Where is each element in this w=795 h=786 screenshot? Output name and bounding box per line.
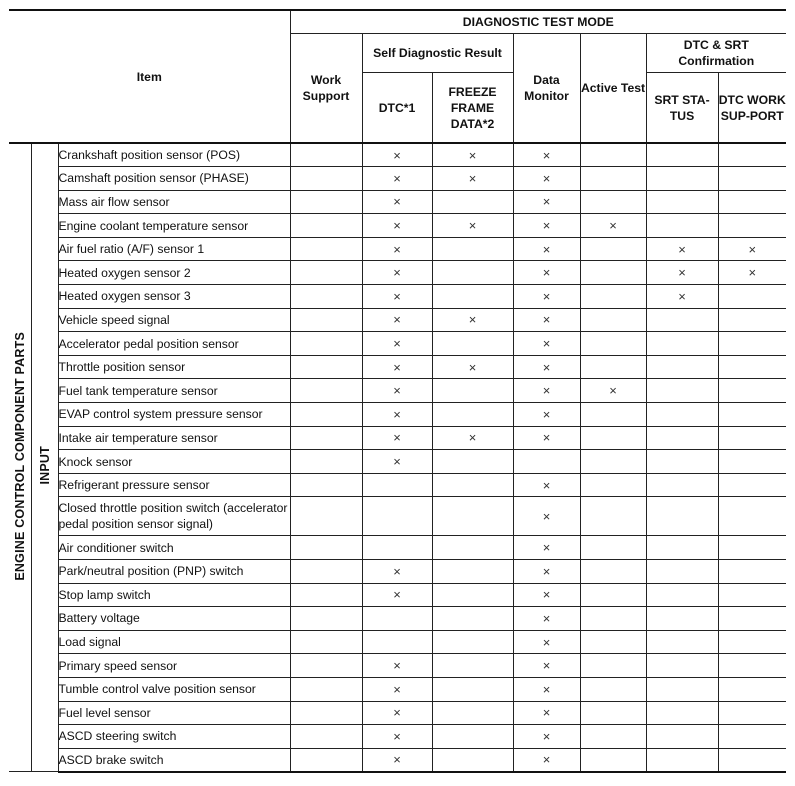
dtc-mark-cell: × [362, 237, 432, 261]
table-header [9, 10, 786, 143]
item-name-cell: Load signal [58, 630, 290, 654]
srt-status-mark-cell [646, 701, 718, 725]
work-support-mark-cell [290, 332, 362, 356]
active-test-header: Active Test [580, 34, 646, 144]
srt-status-mark-cell [646, 190, 718, 214]
dtc-work-support-mark-cell [718, 285, 786, 309]
item-name-cell: Heated oxygen sensor 3 [58, 285, 290, 309]
srt-status-mark-cell [646, 607, 718, 631]
freeze-frame-data-mark-cell [432, 403, 513, 427]
active-test-mark-cell [580, 725, 646, 749]
work-support-header: Work Support [290, 34, 362, 144]
item-name-cell: Vehicle speed signal [58, 308, 290, 332]
active-test-mark-cell [580, 497, 646, 536]
item-name-cell: Primary speed sensor [58, 654, 290, 678]
active-test-mark-cell: × [580, 379, 646, 403]
data-monitor-mark-cell: × [513, 261, 580, 285]
active-test-mark-cell [580, 630, 646, 654]
srt-status-mark-cell [646, 560, 718, 584]
work-support-mark-cell [290, 403, 362, 427]
active-test-mark-cell [580, 701, 646, 725]
active-test-mark-cell [580, 654, 646, 678]
freeze-frame-data-mark-cell [432, 725, 513, 749]
freeze-frame-data-mark-cell [432, 654, 513, 678]
work-support-mark-cell [290, 607, 362, 631]
dtc-work-support-mark-cell [718, 583, 786, 607]
srt-status-mark-cell [646, 725, 718, 749]
work-support-mark-cell [290, 355, 362, 379]
item-name-cell: Accelerator pedal position sensor [58, 332, 290, 356]
table-row [9, 261, 786, 285]
work-support-mark-cell [290, 560, 362, 584]
active-test-mark-cell [580, 748, 646, 772]
table-row [9, 167, 786, 191]
srt-status-mark-cell [646, 497, 718, 536]
srt-status-header: SRT STA-TUS [646, 73, 718, 144]
srt-status-mark-cell [646, 214, 718, 238]
freeze-frame-data-mark-cell [432, 379, 513, 403]
table-row [9, 473, 786, 497]
srt-status-mark-cell [646, 308, 718, 332]
work-support-mark-cell [290, 583, 362, 607]
data-monitor-mark-cell: × [513, 677, 580, 701]
active-test-mark-cell [580, 607, 646, 631]
item-name-cell: Battery voltage [58, 607, 290, 631]
table-row [9, 654, 786, 678]
dtc-mark-cell: × [362, 379, 432, 403]
dtc-work-support-mark-cell [718, 355, 786, 379]
srt-status-mark-cell [646, 355, 718, 379]
subgroup-label-cell [31, 143, 58, 772]
active-test-mark-cell [580, 308, 646, 332]
active-test-mark-cell [580, 167, 646, 191]
dtc-work-support-mark-cell [718, 403, 786, 427]
dtc-mark-cell: × [362, 190, 432, 214]
dtc-mark-cell: × [362, 143, 432, 167]
data-monitor-mark-cell: × [513, 332, 580, 356]
srt-status-mark-cell [646, 630, 718, 654]
data-monitor-mark-cell [513, 450, 580, 474]
freeze-frame-data-header: FREEZE FRAME DATA*2 [432, 73, 513, 144]
item-name-cell: Park/neutral position (PNP) switch [58, 560, 290, 584]
data-monitor-header: Data Monitor [513, 34, 580, 144]
item-name-cell: Knock sensor [58, 450, 290, 474]
table-row [9, 308, 786, 332]
dtc-work-support-mark-cell: × [718, 261, 786, 285]
data-monitor-mark-cell: × [513, 560, 580, 584]
active-test-mark-cell [580, 332, 646, 356]
srt-status-mark-cell [646, 677, 718, 701]
data-monitor-mark-cell: × [513, 379, 580, 403]
work-support-mark-cell [290, 497, 362, 536]
table-row [9, 701, 786, 725]
item-name-cell: Crankshaft position sensor (POS) [58, 143, 290, 167]
dtc-work-support-mark-cell [718, 701, 786, 725]
table-row [9, 214, 786, 238]
srt-status-mark-cell [646, 583, 718, 607]
table-row [9, 560, 786, 584]
dtc-mark-cell: × [362, 677, 432, 701]
dtc-mark-cell: × [362, 426, 432, 450]
diagnostic-table [9, 9, 786, 773]
data-monitor-mark-cell: × [513, 473, 580, 497]
work-support-mark-cell [290, 725, 362, 749]
group-label: ENGINE CONTROL COMPONENT PARTS [12, 331, 27, 581]
data-monitor-mark-cell: × [513, 403, 580, 427]
active-test-mark-cell [580, 473, 646, 497]
dtc-mark-cell: × [362, 725, 432, 749]
freeze-frame-data-mark-cell [432, 677, 513, 701]
work-support-mark-cell [290, 214, 362, 238]
dtc-mark-cell [362, 473, 432, 497]
freeze-frame-data-mark-cell [432, 497, 513, 536]
freeze-frame-data-mark-cell [432, 237, 513, 261]
data-monitor-mark-cell: × [513, 536, 580, 560]
table-row [9, 190, 786, 214]
dtc-mark-cell: × [362, 214, 432, 238]
data-monitor-mark-cell: × [513, 725, 580, 749]
srt-status-mark-cell [646, 473, 718, 497]
work-support-mark-cell [290, 630, 362, 654]
freeze-frame-data-mark-cell: × [432, 143, 513, 167]
data-monitor-mark-cell: × [513, 355, 580, 379]
dtc-work-support-mark-cell [718, 190, 786, 214]
active-test-mark-cell [580, 450, 646, 474]
table-row [9, 677, 786, 701]
data-monitor-mark-cell: × [513, 190, 580, 214]
freeze-frame-data-mark-cell [432, 701, 513, 725]
freeze-frame-data-mark-cell [432, 630, 513, 654]
item-name-cell: ASCD steering switch [58, 725, 290, 749]
data-monitor-mark-cell: × [513, 426, 580, 450]
data-monitor-mark-cell: × [513, 701, 580, 725]
work-support-mark-cell [290, 285, 362, 309]
dtc-work-support-header: DTC WORK SUP-PORT [718, 73, 786, 144]
dtc-work-support-mark-cell [718, 748, 786, 772]
table-row [9, 355, 786, 379]
dtc-work-support-mark-cell [718, 725, 786, 749]
table-row [9, 583, 786, 607]
table-row [9, 450, 786, 474]
dtc-mark-cell [362, 630, 432, 654]
active-test-mark-cell [580, 403, 646, 427]
item-name-cell: Fuel level sensor [58, 701, 290, 725]
work-support-mark-cell [290, 748, 362, 772]
dtc-work-support-mark-cell [718, 214, 786, 238]
srt-status-mark-cell [646, 426, 718, 450]
diagnostic-test-mode-header: DIAGNOSTIC TEST MODE [290, 10, 786, 34]
item-name-cell: Stop lamp switch [58, 583, 290, 607]
work-support-mark-cell [290, 450, 362, 474]
group-label-cell [9, 143, 31, 772]
dtc-mark-cell: × [362, 261, 432, 285]
srt-status-mark-cell: × [646, 261, 718, 285]
item-name-cell: Tumble control valve position sensor [58, 677, 290, 701]
item-name-cell: ASCD brake switch [58, 748, 290, 772]
item-name-cell: Mass air flow sensor [58, 190, 290, 214]
item-name-cell: Engine coolant temperature sensor [58, 214, 290, 238]
freeze-frame-data-mark-cell [432, 190, 513, 214]
dtc-mark-cell: × [362, 167, 432, 191]
table-row [9, 237, 786, 261]
item-header: Item [9, 10, 290, 143]
work-support-mark-cell [290, 536, 362, 560]
table-row [9, 285, 786, 309]
dtc-work-support-mark-cell [718, 167, 786, 191]
srt-status-mark-cell [646, 332, 718, 356]
table-row [9, 607, 786, 631]
dtc-work-support-mark-cell [718, 308, 786, 332]
freeze-frame-data-mark-cell [432, 748, 513, 772]
dtc-work-support-mark-cell [718, 536, 786, 560]
freeze-frame-data-mark-cell [432, 560, 513, 584]
dtc-mark-cell: × [362, 450, 432, 474]
srt-status-mark-cell: × [646, 285, 718, 309]
data-monitor-mark-cell: × [513, 308, 580, 332]
item-name-cell: Air conditioner switch [58, 536, 290, 560]
dtc-mark-cell: × [362, 560, 432, 584]
dtc-mark-cell: × [362, 332, 432, 356]
table-row [9, 497, 786, 536]
freeze-frame-data-mark-cell: × [432, 355, 513, 379]
dtc-work-support-mark-cell [718, 332, 786, 356]
active-test-mark-cell [580, 426, 646, 450]
item-name-cell: Air fuel ratio (A/F) sensor 1 [58, 237, 290, 261]
active-test-mark-cell [580, 190, 646, 214]
dtc-work-support-mark-cell: × [718, 237, 786, 261]
dtc-srt-confirmation-header: DTC & SRT Confirmation [646, 34, 786, 73]
table-row [9, 143, 786, 167]
dtc-header: DTC*1 [362, 73, 432, 144]
dtc-mark-cell: × [362, 285, 432, 309]
work-support-mark-cell [290, 473, 362, 497]
item-name-cell: Refrigerant pressure sensor [58, 473, 290, 497]
work-support-mark-cell [290, 167, 362, 191]
data-monitor-mark-cell: × [513, 285, 580, 309]
work-support-mark-cell [290, 237, 362, 261]
dtc-work-support-mark-cell [718, 677, 786, 701]
dtc-mark-cell [362, 536, 432, 560]
item-name-cell: Intake air temperature sensor [58, 426, 290, 450]
dtc-mark-cell: × [362, 403, 432, 427]
dtc-mark-cell: × [362, 355, 432, 379]
active-test-mark-cell [580, 536, 646, 560]
table-row [9, 748, 786, 772]
active-test-mark-cell [580, 583, 646, 607]
data-monitor-mark-cell: × [513, 214, 580, 238]
active-test-mark-cell [580, 237, 646, 261]
dtc-work-support-mark-cell [718, 497, 786, 536]
active-test-mark-cell [580, 261, 646, 285]
work-support-mark-cell [290, 143, 362, 167]
srt-status-mark-cell [646, 654, 718, 678]
dtc-work-support-mark-cell [718, 426, 786, 450]
data-monitor-mark-cell: × [513, 167, 580, 191]
work-support-mark-cell [290, 654, 362, 678]
freeze-frame-data-mark-cell [432, 450, 513, 474]
active-test-mark-cell: × [580, 214, 646, 238]
dtc-work-support-mark-cell [718, 379, 786, 403]
freeze-frame-data-mark-cell: × [432, 214, 513, 238]
dtc-work-support-mark-cell [718, 630, 786, 654]
data-monitor-mark-cell: × [513, 654, 580, 678]
srt-status-mark-cell [646, 167, 718, 191]
data-monitor-mark-cell: × [513, 748, 580, 772]
freeze-frame-data-mark-cell [432, 285, 513, 309]
dtc-mark-cell: × [362, 748, 432, 772]
work-support-mark-cell [290, 261, 362, 285]
item-name-cell: EVAP control system pressure sensor [58, 403, 290, 427]
dtc-mark-cell [362, 497, 432, 536]
work-support-mark-cell [290, 426, 362, 450]
srt-status-mark-cell [646, 748, 718, 772]
freeze-frame-data-mark-cell [432, 536, 513, 560]
work-support-mark-cell [290, 308, 362, 332]
work-support-mark-cell [290, 701, 362, 725]
table-row [9, 426, 786, 450]
dtc-work-support-mark-cell [718, 143, 786, 167]
freeze-frame-data-mark-cell: × [432, 167, 513, 191]
freeze-frame-data-mark-cell [432, 473, 513, 497]
item-name-cell: Closed throttle position switch (accelerator pedal position sensor signal) [58, 497, 290, 536]
dtc-work-support-mark-cell [718, 473, 786, 497]
self-diagnostic-result-header: Self Diagnostic Result [362, 34, 513, 73]
dtc-mark-cell: × [362, 701, 432, 725]
srt-status-mark-cell [646, 450, 718, 474]
freeze-frame-data-mark-cell: × [432, 308, 513, 332]
srt-status-mark-cell [646, 379, 718, 403]
dtc-work-support-mark-cell [718, 607, 786, 631]
item-name-cell: Throttle position sensor [58, 355, 290, 379]
table-row [9, 725, 786, 749]
active-test-mark-cell [580, 355, 646, 379]
dtc-work-support-mark-cell [718, 450, 786, 474]
item-name-cell: Camshaft position sensor (PHASE) [58, 167, 290, 191]
table-row [9, 379, 786, 403]
dtc-mark-cell [362, 607, 432, 631]
active-test-mark-cell [580, 143, 646, 167]
dtc-mark-cell: × [362, 308, 432, 332]
active-test-mark-cell [580, 285, 646, 309]
dtc-work-support-mark-cell [718, 654, 786, 678]
table-row [9, 630, 786, 654]
data-monitor-mark-cell: × [513, 630, 580, 654]
data-monitor-mark-cell: × [513, 583, 580, 607]
subgroup-label: INPUT [37, 446, 52, 485]
item-name-cell: Fuel tank temperature sensor [58, 379, 290, 403]
work-support-mark-cell [290, 677, 362, 701]
active-test-mark-cell [580, 677, 646, 701]
freeze-frame-data-mark-cell: × [432, 426, 513, 450]
freeze-frame-data-mark-cell [432, 583, 513, 607]
dtc-mark-cell: × [362, 583, 432, 607]
data-monitor-mark-cell: × [513, 607, 580, 631]
work-support-mark-cell [290, 190, 362, 214]
dtc-mark-cell: × [362, 654, 432, 678]
table-row [9, 403, 786, 427]
freeze-frame-data-mark-cell [432, 332, 513, 356]
table-row [9, 332, 786, 356]
srt-status-mark-cell [646, 403, 718, 427]
srt-status-mark-cell [646, 536, 718, 560]
freeze-frame-data-mark-cell [432, 261, 513, 285]
work-support-mark-cell [290, 379, 362, 403]
data-monitor-mark-cell: × [513, 143, 580, 167]
table-row [9, 536, 786, 560]
freeze-frame-data-mark-cell [432, 607, 513, 631]
active-test-mark-cell [580, 560, 646, 584]
data-monitor-mark-cell: × [513, 237, 580, 261]
srt-status-mark-cell [646, 143, 718, 167]
document-page [9, 9, 786, 773]
data-monitor-mark-cell: × [513, 497, 580, 536]
srt-status-mark-cell: × [646, 237, 718, 261]
dtc-work-support-mark-cell [718, 560, 786, 584]
table-body [9, 143, 786, 772]
item-name-cell: Heated oxygen sensor 2 [58, 261, 290, 285]
